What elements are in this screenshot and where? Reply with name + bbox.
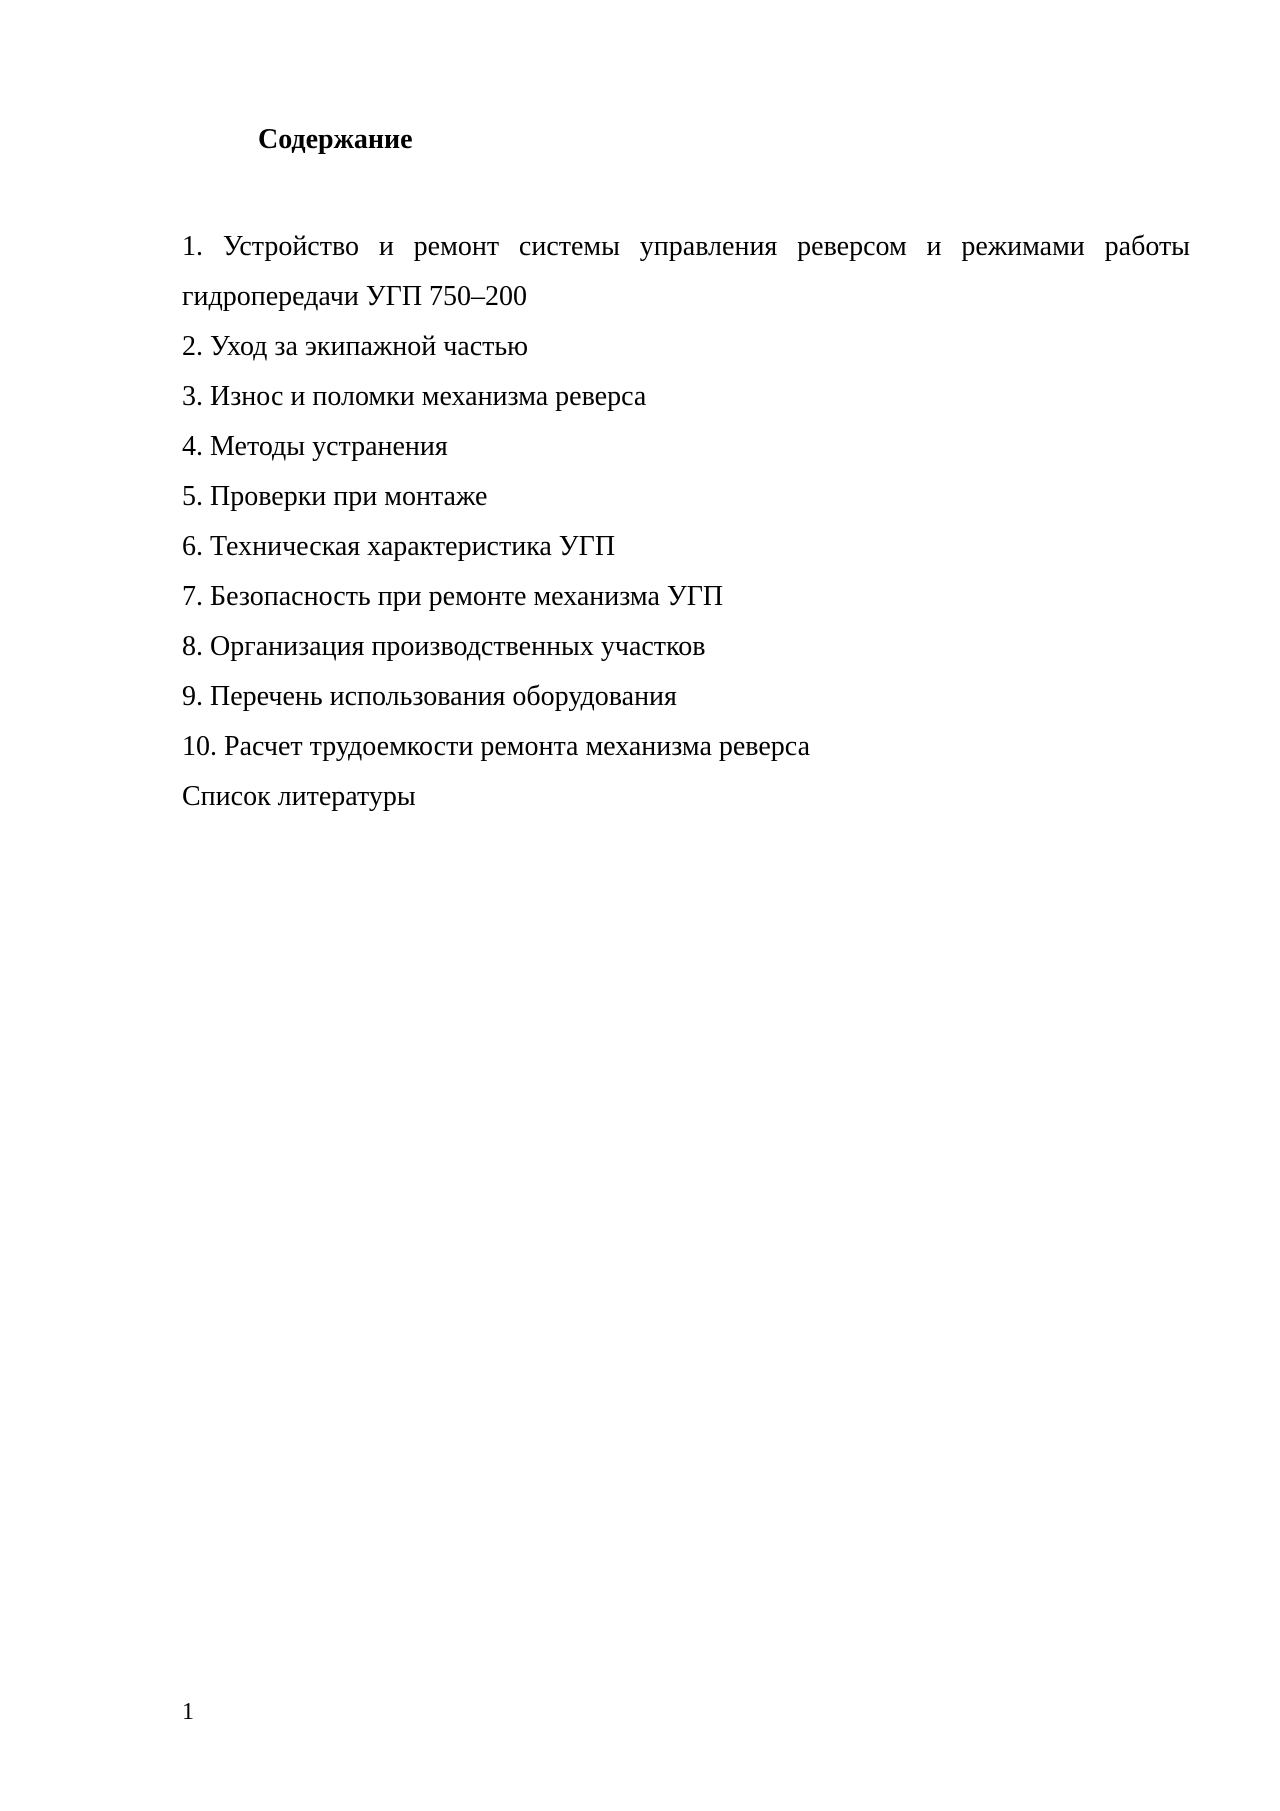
toc-item-5: 5. Проверки при монтаже [182, 481, 488, 512]
toc-item-8: 8. Организация производственных участков [182, 631, 706, 662]
toc-item-3: 3. Износ и поломки механизма реверса [182, 381, 647, 412]
toc-item-2: 2. Уход за экипажной частью [182, 331, 529, 362]
toc-item-6: 6. Техническая характеристика УГП [182, 531, 616, 562]
toc-item-10: 10. Расчет трудоемкости ремонта механизма реверса [182, 731, 810, 762]
page-title: Содержание [258, 124, 413, 155]
toc-item-1: 1. Устройство и ремонт системы управления реверсом и режимами работы гидропередачи УГП 750–200 [182, 231, 1190, 312]
toc-item-bibliography: Список литературы [182, 781, 416, 812]
page-number: 1 [182, 1699, 194, 1725]
toc-item-4: 4. Методы устранения [182, 431, 448, 462]
toc-item-9: 9. Перечень использования оборудования [182, 681, 677, 712]
toc-item-7: 7. Безопасность при ремонте механизма УГП [182, 581, 724, 612]
table-of-contents [182, 222, 1190, 822]
